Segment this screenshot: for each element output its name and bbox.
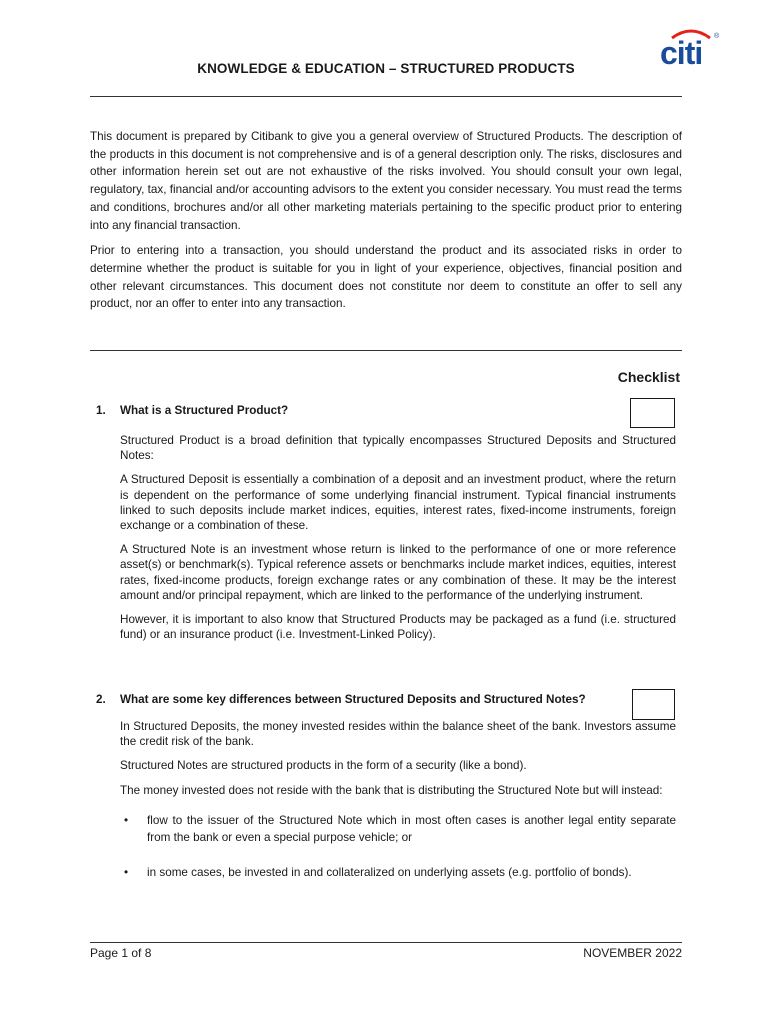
q2-paragraph-1: In Structured Deposits, the money invested resides within the balance sheet of the bank. Investors assume the credit risk of the bank. <box>120 720 676 749</box>
question-1-heading <box>96 404 288 417</box>
q1-paragraph-3: A Structured Note is an investment whose return is linked to the performance of one or more reference asset(s) or benchmark(s). Typical reference assets or benchmarks include market indices, equities, interest rates, fixed-income products, foreign exchange rates or any combination of these. It may be the interest amount and/or principal repayment, which are linked to the performance of the underlying instrument. <box>120 543 676 602</box>
checklist-heading: Checklist <box>617 369 680 385</box>
list-item <box>120 864 676 881</box>
question-2-heading <box>96 693 586 706</box>
intro-divider <box>90 350 682 351</box>
intro-paragraph-2: Prior to entering into a transaction, you should understand the product and its associated risks in order to determine whether the product is suitable for you in light of your experience, objectives, financial position and other relevant circumstances. This document does not constitute nor deem to constitute an offer to sell any product, nor an offer to enter into any transaction. <box>90 244 682 311</box>
logo-text: citi <box>660 35 703 70</box>
title-divider <box>90 96 682 97</box>
bullet-text: in some cases, be invested in and collateralized on underlying assets (e.g. portfolio of bonds). <box>147 865 632 879</box>
registered-mark: ® <box>714 33 720 40</box>
question-1-text: What is a Structured Product? <box>120 404 289 417</box>
question-2-body <box>120 719 676 899</box>
q2-paragraph-3: The money invested does not reside with the bank that is distributing the Structured Note but will instead: <box>120 783 663 797</box>
question-2-text: What are some key differences between Structured Deposits and Structured Notes? <box>120 693 586 706</box>
footer-divider <box>90 942 682 943</box>
bullet-text: flow to the issuer of the Structured Note which in most often cases is another legal entity separate from the bank or even a special purpose vehicle; or <box>147 813 676 844</box>
question-2-number: 2. <box>96 693 106 706</box>
intro-section <box>90 128 682 321</box>
intro-paragraph-1: This document is prepared by Citibank to give you a general overview of Structured Products. The description of the products in this document is not comprehensive and is of a general description only. The risks, disclosures and other information herein set out are not exhaustive of the risks involved. You should consult your own legal, regulatory, tax, financial and/or accounting advisors to the extent you consider necessary. You must read the terms and conditions, brochures and/or all other marketing materials pertaining to the specific product prior to entering into any financial transaction. <box>90 130 682 232</box>
q2-paragraph-2: Structured Notes are structured products in the form of a security (like a bond). <box>120 759 527 773</box>
document-date: NOVEMBER 2022 <box>583 946 682 960</box>
question-2-checkbox[interactable] <box>632 689 675 720</box>
q2-bullet-list <box>120 812 676 881</box>
question-1-body <box>120 433 676 651</box>
page-number: Page 1 of 8 <box>90 946 152 960</box>
bullet-icon: • <box>124 813 129 827</box>
list-item <box>120 812 676 846</box>
document-title: KNOWLEDGE & EDUCATION – STRUCTURED PRODUCTS <box>197 61 575 76</box>
question-1-checkbox[interactable] <box>630 398 675 428</box>
bullet-icon: • <box>124 865 129 879</box>
q1-paragraph-2: A Structured Deposit is essentially a combination of a deposit and an investment product, where the return is dependent on the performance of some underlying financial instrument. Typical financial instruments linked to such deposits include market indices, equities, interest rates, fixed-income instruments, foreign exchange or a combination of these. <box>120 473 676 533</box>
question-1-number: 1. <box>96 404 106 417</box>
q1-paragraph-1: Structured Product is a broad definition that typically encompasses Structured Deposits and Structured Notes: <box>120 434 676 463</box>
q1-paragraph-4: However, it is important to also know that Structured Products may be packaged as a fund (i.e. structured fund) or an insurance product (i.e. Investment-Linked Policy). <box>120 613 676 642</box>
